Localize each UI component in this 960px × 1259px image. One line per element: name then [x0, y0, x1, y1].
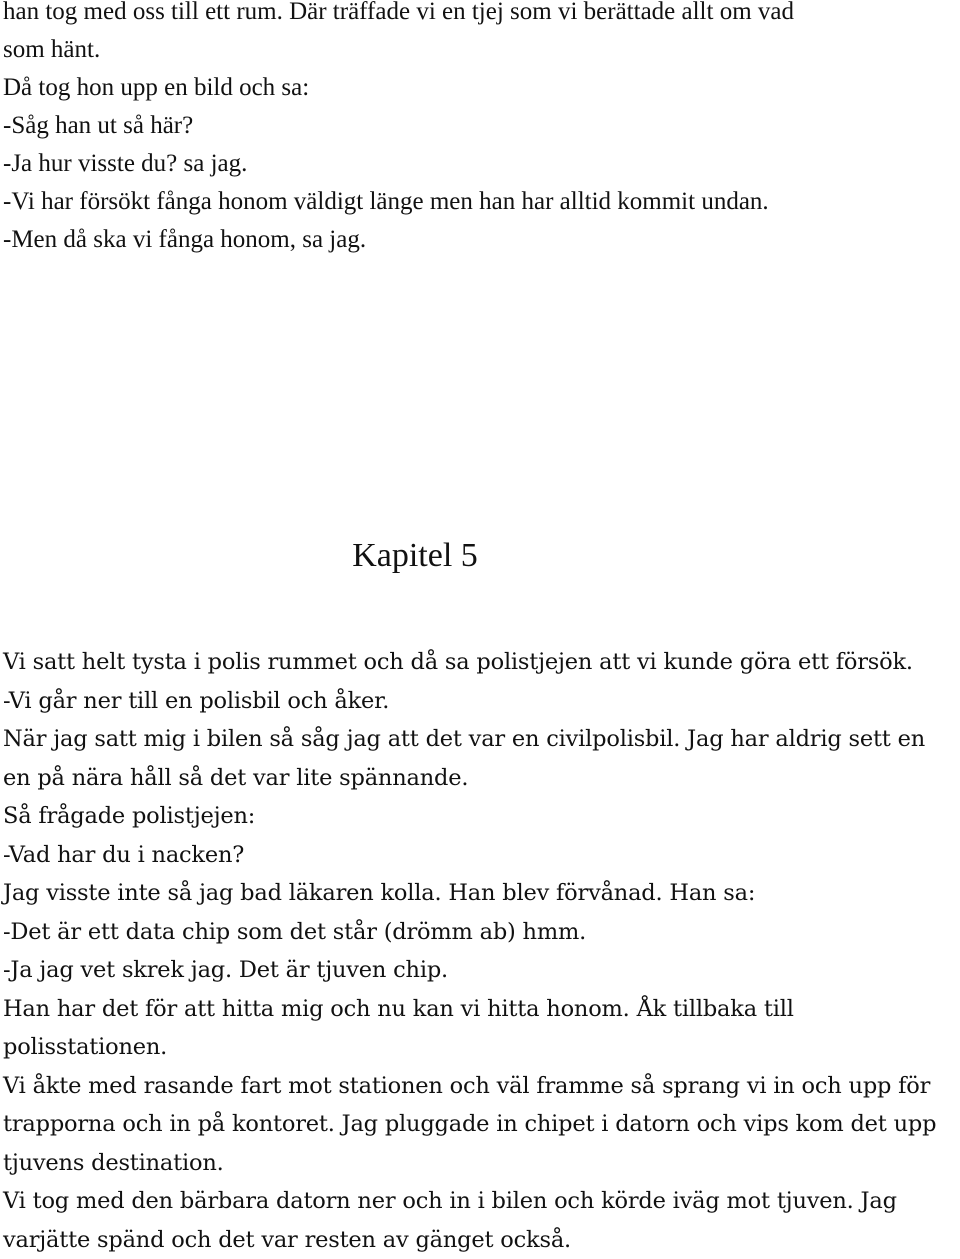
text-line: -Ja jag vet skrek jag. Det är tjuven chip.: [3, 951, 958, 990]
text-line: Han har det för att hitta mig och nu kan vi hitta honom. Åk tillbaka till: [3, 990, 958, 1029]
previous-chapter-text: [3, 0, 953, 259]
text-line: Vi åkte med rasande fart mot stationen och väl framme så sprang vi in och upp för: [3, 1067, 958, 1106]
text-line: -Vi går ner till en polisbil och åker.: [3, 682, 958, 721]
chapter-text: [3, 643, 958, 1259]
text-line: Vi satt helt tysta i polis rummet och då sa polistjejen att vi kunde göra ett försök.: [3, 643, 958, 682]
text-line: varjätte spänd och det var resten av gänget också.: [3, 1221, 958, 1259]
text-line: trapporna och in på kontoret. Jag pluggade in chipet i datorn och vips kom det upp: [3, 1105, 958, 1144]
text-line: -Vi har försökt fånga honom väldigt länge men han har alltid kommit undan.: [3, 183, 953, 221]
text-line: som hänt.: [3, 31, 953, 69]
text-line: Då tog hon upp en bild och sa:: [3, 69, 953, 107]
text-line: -Det är ett data chip som det står (drömm ab) hmm.: [3, 913, 958, 952]
text-line: -Men då ska vi fånga honom, sa jag.: [3, 221, 953, 259]
text-line: -Ja hur visste du? sa jag.: [3, 145, 953, 183]
chapter-heading: Kapitel 5: [0, 531, 830, 581]
text-line: tjuvens destination.: [3, 1144, 958, 1183]
text-line: När jag satt mig i bilen så såg jag att det var en civilpolisbil. Jag har aldrig sett en: [3, 720, 958, 759]
text-line: han tog med oss till ett rum. Där träffade vi en tjej som vi berättade allt om vad: [3, 0, 953, 31]
text-line: -Vad har du i nacken?: [3, 836, 958, 875]
text-line: -Såg han ut så här?: [3, 107, 953, 145]
text-line: en på nära håll så det var lite spännande.: [3, 759, 958, 798]
text-line: polisstationen.: [3, 1028, 958, 1067]
text-line: Vi tog med den bärbara datorn ner och in i bilen och körde iväg mot tjuven. Jag: [3, 1182, 958, 1221]
text-line: Jag visste inte så jag bad läkaren kolla. Han blev förvånad. Han sa:: [3, 874, 958, 913]
text-line: Så frågade polistjejen:: [3, 797, 958, 836]
